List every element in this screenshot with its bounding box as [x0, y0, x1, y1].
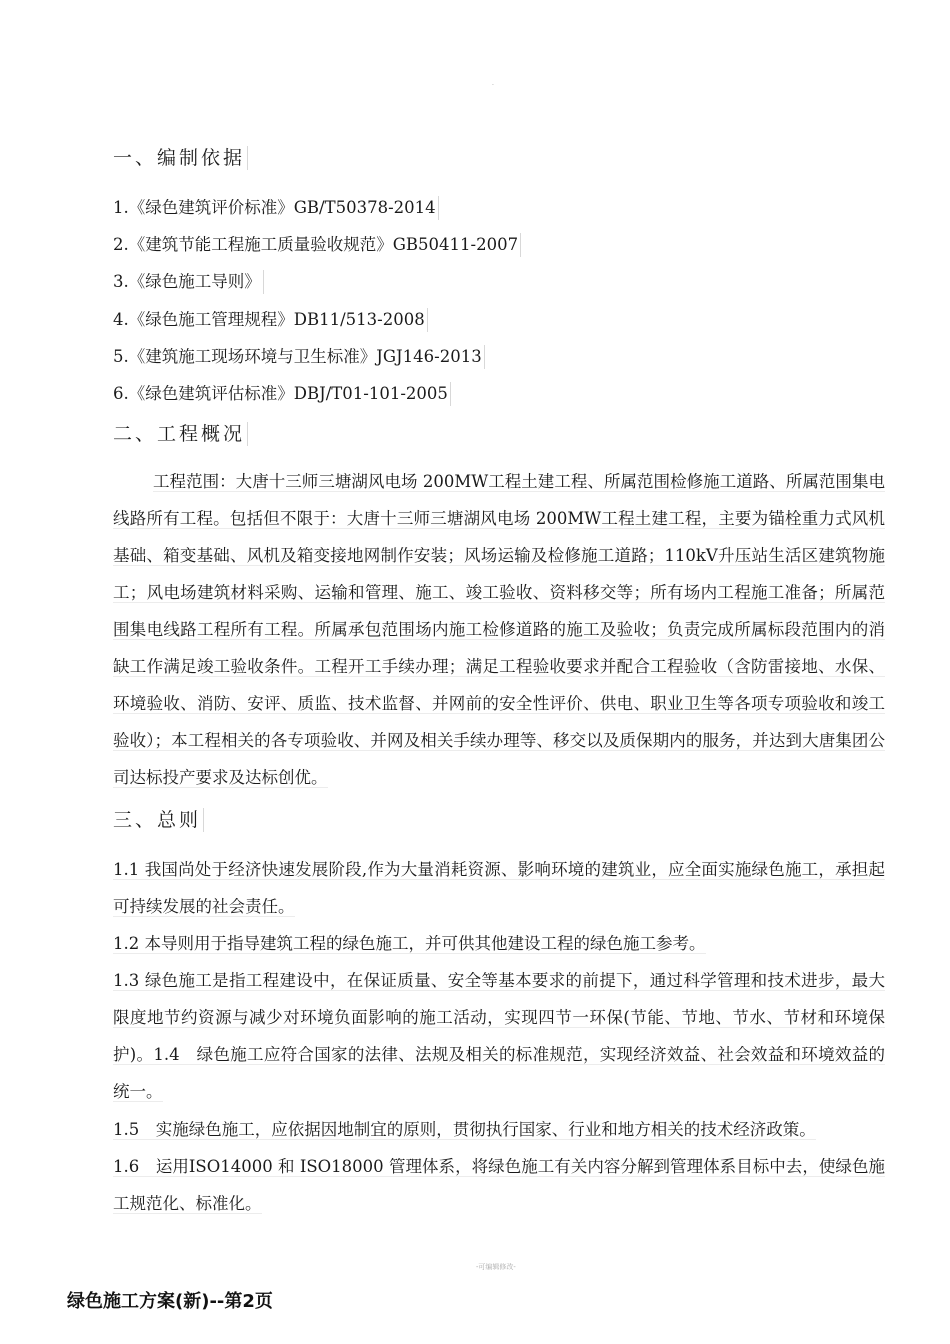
footer-note: -可编辑修改-: [476, 1263, 516, 1271]
top-mark: .: [492, 80, 494, 87]
general-clause-1-3-text: 1.3 绿色施工是指工程建设中，在保证质量、安全等基本要求的前提下，通过科学管理和技术进步，最大限度地节约资源与减少对环境负面影响的施工活动，实现四节一环保(节能、节地、节水、节材和环境保护)。1.4 绿色施工应符合国家的法律、法规及相关的标准规范，实现经济效益、社会效益和环境效益的统一。: [113, 971, 885, 1101]
general-clause-1-1-text: 1.1 我国尚处于经济快速发展阶段,作为大量消耗资源、影响环境的建筑业，应全面实施绿色施工，承担起可持续发展的社会责任。: [113, 860, 885, 916]
reference-item-6: 6.《绿色建筑评估标准》DBJ/T01-101-2005: [113, 382, 451, 406]
reference-item-3: 3.《绿色施工导则》: [113, 270, 264, 294]
reference-item-4: 4.《绿色施工管理规程》DB11/513-2008: [113, 308, 428, 332]
footer-document-title: 绿色施工方案(新)--第2页: [67, 1291, 273, 1312]
project-overview-text: 工程范围：大唐十三师三塘湖风电场 200MW工程土建工程、所属范围检修施工道路、所属范围集电线路所有工程。包括但不限于：大唐十三师三塘湖风电场 200MW工程土建工程，主要为锚栓重力式风机基础、箱变基础、风机及箱变接地网制作安装；风场运输及检修施工道路；110kV升压站生活区建筑物施工；风电场建筑材料采购、运输和管理、施工、竣工验收、资料移交等；所有场内工程施工准备；所属范围集电线路工程所有工程。所属承包范围场内施工检修道路的施工及验收；负责完成所属标段范围内的消缺工作满足竣工验收条件。工程开工手续办理；满足工程验收要求并配合工程验收（含防雷接地、水保、环境验收、消防、安评、质监、技术监督、并网前的安全性评价、供电、职业卫生等各项专项验收和竣工验收）；本工程相关的各专项验收、并网及相关手续办理等、移交以及质保期内的服务，并达到大唐集团公司达标投产要求及达标创优。: [113, 472, 885, 787]
general-clause-1-6-text: 1.6 运用ISO14000 和 ISO18000 管理体系，将绿色施工有关内容分解到管理体系目标中去，使绿色施工规范化、标准化。: [113, 1157, 885, 1213]
reference-item-5: 5.《建筑施工现场环境与卫生标准》JGJ146-2013: [113, 345, 485, 369]
general-clause-1-2: [113, 925, 885, 962]
reference-item-1: 1.《绿色建筑评价标准》GB/T50378-2014: [113, 196, 439, 220]
general-clause-1-2-text: 1.2 本导则用于指导建筑工程的绿色施工，并可供其他建设工程的绿色施工参考。: [113, 934, 706, 953]
general-clause-1-6: [113, 1148, 885, 1222]
general-clause-1-1: [113, 851, 885, 925]
general-clause-1-5-text: 1.5 实施绿色施工，应依据因地制宜的原则，贯彻执行国家、行业和地方相关的技术经济政策。: [113, 1120, 816, 1139]
general-clause-1-3: [113, 962, 885, 1110]
general-clause-1-5: [113, 1111, 885, 1148]
section-2-heading: 二、工程概况: [113, 422, 248, 446]
reference-item-2: 2.《建筑节能工程施工质量验收规范》GB50411-2007: [113, 233, 521, 257]
project-overview-paragraph: [113, 463, 885, 796]
section-1-heading: 一、编制依据: [113, 146, 248, 170]
section-3-heading: 三、总则: [113, 808, 204, 832]
